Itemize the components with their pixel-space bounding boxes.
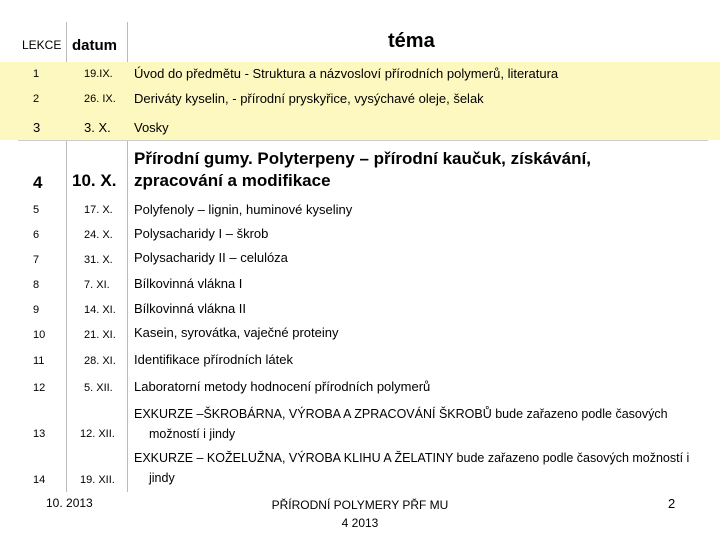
table-row xyxy=(0,62,720,86)
row-lekce: 6 xyxy=(33,229,40,241)
row-tema: EXKURZE – KOŽELUŽNA, VÝROBA KLIHU A ŽELATINY bude zařazeno podle časových možností i jindy xyxy=(134,451,690,485)
table-row xyxy=(0,347,720,373)
row-lekce: 12 xyxy=(33,382,46,394)
row-tema: Úvod do předmětu - Struktura a názvosloví přírodních polymerů, literatura xyxy=(134,66,559,81)
table-row xyxy=(0,142,720,196)
table-row xyxy=(0,247,720,272)
footer-title-line2: 4 2013 xyxy=(341,516,379,530)
page-number: 2 xyxy=(668,496,676,511)
row-tema: Deriváty kyselin, - přírodní pryskyřice, vysýchavé oleje, šelak xyxy=(134,91,484,106)
row-datum: 10. X. xyxy=(72,171,117,190)
row-tema: Bílkovinná vlákna I xyxy=(134,276,243,291)
row-tema: Identifikace přírodních látek xyxy=(134,352,293,367)
table-row xyxy=(0,297,720,322)
row-datum: 19.IX. xyxy=(84,68,113,80)
row-datum: 7. XI. xyxy=(84,279,110,291)
grid-hline xyxy=(18,140,708,141)
row-datum: 26. IX. xyxy=(84,93,116,105)
row-lekce: 7 xyxy=(33,254,40,266)
table-row xyxy=(0,446,720,490)
table-row xyxy=(0,222,720,247)
table-row xyxy=(0,112,720,140)
row-lekce: 11 xyxy=(33,355,45,367)
table-row xyxy=(0,86,720,112)
row-tema: Polyfenoly – lignin, huminové kyseliny xyxy=(134,202,353,217)
row-datum: 5. XII. xyxy=(84,382,113,394)
row-lekce: 4 xyxy=(33,173,43,192)
table-header xyxy=(0,0,720,64)
row-tema: Laboratorní metody hodnocení přírodních polymerů xyxy=(134,379,431,394)
row-datum: 14. XI. xyxy=(84,304,116,316)
row-lekce: 5 xyxy=(33,204,40,216)
row-tema: Polysacharidy II – celulóza xyxy=(134,250,288,265)
footer-title xyxy=(250,496,470,532)
row-tema: EXKURZE –ŠKROBÁRNA, VÝROBA A ZPRACOVÁNÍ ŠKROBŮ bude zařazeno podle časových možností i jindy xyxy=(134,407,668,441)
row-lekce: 13 xyxy=(33,428,46,440)
row-datum: 31. X. xyxy=(84,254,113,266)
table-row xyxy=(0,322,720,347)
header-tema: téma xyxy=(388,30,435,52)
row-lekce: 8 xyxy=(33,279,40,291)
table-row xyxy=(0,373,720,401)
row-datum: 17. X. xyxy=(84,204,113,216)
row-tema: Vosky xyxy=(134,120,169,135)
footer-title-line1: PŘÍRODNÍ POLYMERY PŘF MU xyxy=(271,498,449,512)
row-datum: 24. X. xyxy=(84,229,113,241)
row-tema: Polysacharidy I – škrob xyxy=(134,226,269,241)
row-tema-line1: Přírodní gumy. Polyterpeny – přírodní kaučuk, získávání, xyxy=(134,149,591,168)
row-lekce: 14 xyxy=(33,474,46,486)
row-datum: 21. XI. xyxy=(84,329,116,341)
row-lekce: 2 xyxy=(33,93,40,105)
row-lekce: 3 xyxy=(33,120,41,135)
row-datum: 19. XII. xyxy=(80,474,115,486)
row-datum: 28. XI. xyxy=(84,355,116,367)
row-tema: Bílkovinná vlákna II xyxy=(134,301,247,316)
footer-date: 10. 2013 xyxy=(46,496,93,510)
header-lekce: LEKCE xyxy=(22,38,62,52)
row-tema: Kasein, syrovátka, vaječné proteiny xyxy=(134,325,339,340)
row-datum: 3. X. xyxy=(84,120,111,135)
row-tema xyxy=(134,148,700,192)
table-row xyxy=(0,198,720,222)
row-tema-line2: zpracování a modifikace xyxy=(134,171,331,190)
row-lekce: 10 xyxy=(33,329,46,341)
header-datum: datum xyxy=(72,37,117,54)
table-row xyxy=(0,272,720,297)
row-lekce: 1 xyxy=(33,68,40,80)
table-row xyxy=(0,402,720,446)
row-lekce: 9 xyxy=(33,304,40,316)
row-datum: 12. XII. xyxy=(80,428,115,440)
